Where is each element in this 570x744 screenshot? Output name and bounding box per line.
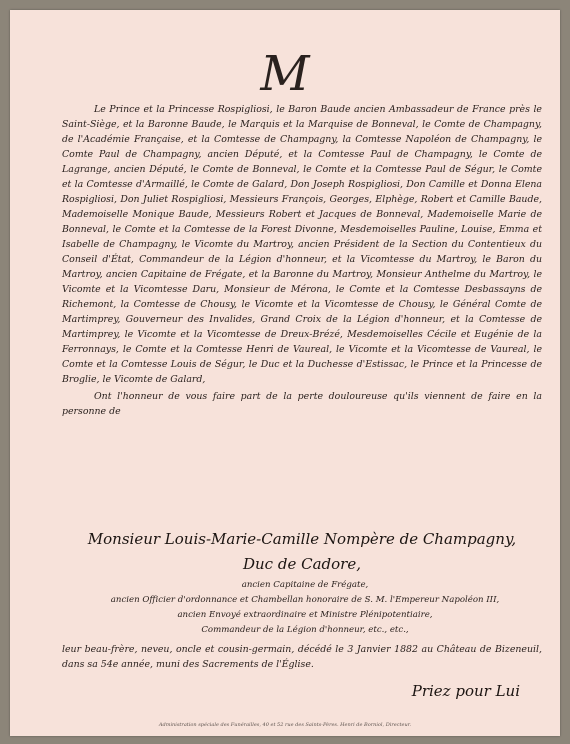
title-line: ancien Capitaine de Frégate, [241,580,369,590]
announcement-body [62,102,542,419]
title-line: Commandeur de la Légion d'honneur, etc., etc., [201,625,409,635]
announcement-intro-paragraph: Ont l'honneur de vous faire part de la perte douloureuse qu'ils viennent de faire en la personne de [62,391,542,417]
printer-imprint: Administration spéciale des Funérailles, 40 et 52 rue des Saints-Pères. Henri de Borniol, Directeur. [158,722,412,728]
family-list-paragraph: Le Prince et la Princesse Rospigliosi, le Baron Baude ancien Ambassadeur de France près le Saint-Siège, et la Baronne Baude, le Marquis et la Marquise de Bonneval, le Comte de Champagny, de l'Académie Française, et la Comtesse de Champagny, la Comtesse Napoléon de Champagny, le Comte Paul de Champagny, ancien Député, et la Comtesse Paul de Champagny, le Comte de Lagrange, ancien Député, le Comte de Bonneval, le Comte et la Comtesse Paul de Ségur, le Comte et la Comtesse d'Armaillé, le Comte de Galard, Don Joseph Rospigliosi, Don Camille et Donna Elena Rospigliosi, Don Juliet Rospigliosi, Messieurs François, Georges, Elphège, Robert et Camille Baude, Mademoiselle Monique Baude, Messieurs Robert et Jacques de Bonneval, Mademoiselle Marie de Bonneval, le Comte et la Comtesse de la Forest Divonne, Mesdemoiselles Pauline, Louise, Emma et Isabelle de Champagny, le Vicomte du Martroy, ancien Président de la Section du Contentieux du Conseil d'État, Commandeur de la Légion d'honneur, et la Vicomtesse du Martroy, le Baron du Martroy, ancien Capitaine de Frégate, et la Baronne du Martroy, Monsieur Anthelme du Martroy, le Vicomte et la Vicomtesse Daru, Monsieur de Mérona, le Comte et la Comtesse Desbassayns de Richemont, la Comtesse de Chousy, le Vicomte et la Vicomtesse de Chousy, le Général Comte de Martimprey, Gouverneur des Invalides, Grand Croix de la Légion d'honneur, et la Comtesse de Martimprey, le Vicomte et la Vicomtesse de Dreux-Brézé, Mesdemoiselles Cécile et Eugénie de la Ferronnays, le Comte et la Comtesse Henri de Vaureal, le Vicomte et la Vicomtesse de Vaureal, le Comte et la Comtesse Louis de Ségur, le Duc et la Duchesse d'Estissac, le Prince et la Princesse de Broglie, le Vicomte de Galard, [62,104,542,385]
death-notice: leur beau-frère, neveu, oncle et cousin-germain, décédé le 3 Janvier 1882 au Château de Bizeneuil, dans sa 54e année, muni des Sacrements de l'Église. [62,644,542,670]
announcement-card [10,10,560,736]
closing-prayer: Priez pour Lui [411,682,520,700]
title-line: ancien Envoyé extraordinaire et Ministre Plénipotentiaire, [177,610,433,620]
deceased-titles-list [70,578,540,638]
monogram-letter: M [260,46,310,102]
deceased-name: Monsieur Louis-Marie-Camille Nompère de Champagny, [87,530,517,548]
deceased-title: Duc de Cadore, [243,555,361,573]
title-line: ancien Officier d'ordonnance et Chambellan honoraire de S. M. l'Empereur Napoléon III, [110,595,500,605]
